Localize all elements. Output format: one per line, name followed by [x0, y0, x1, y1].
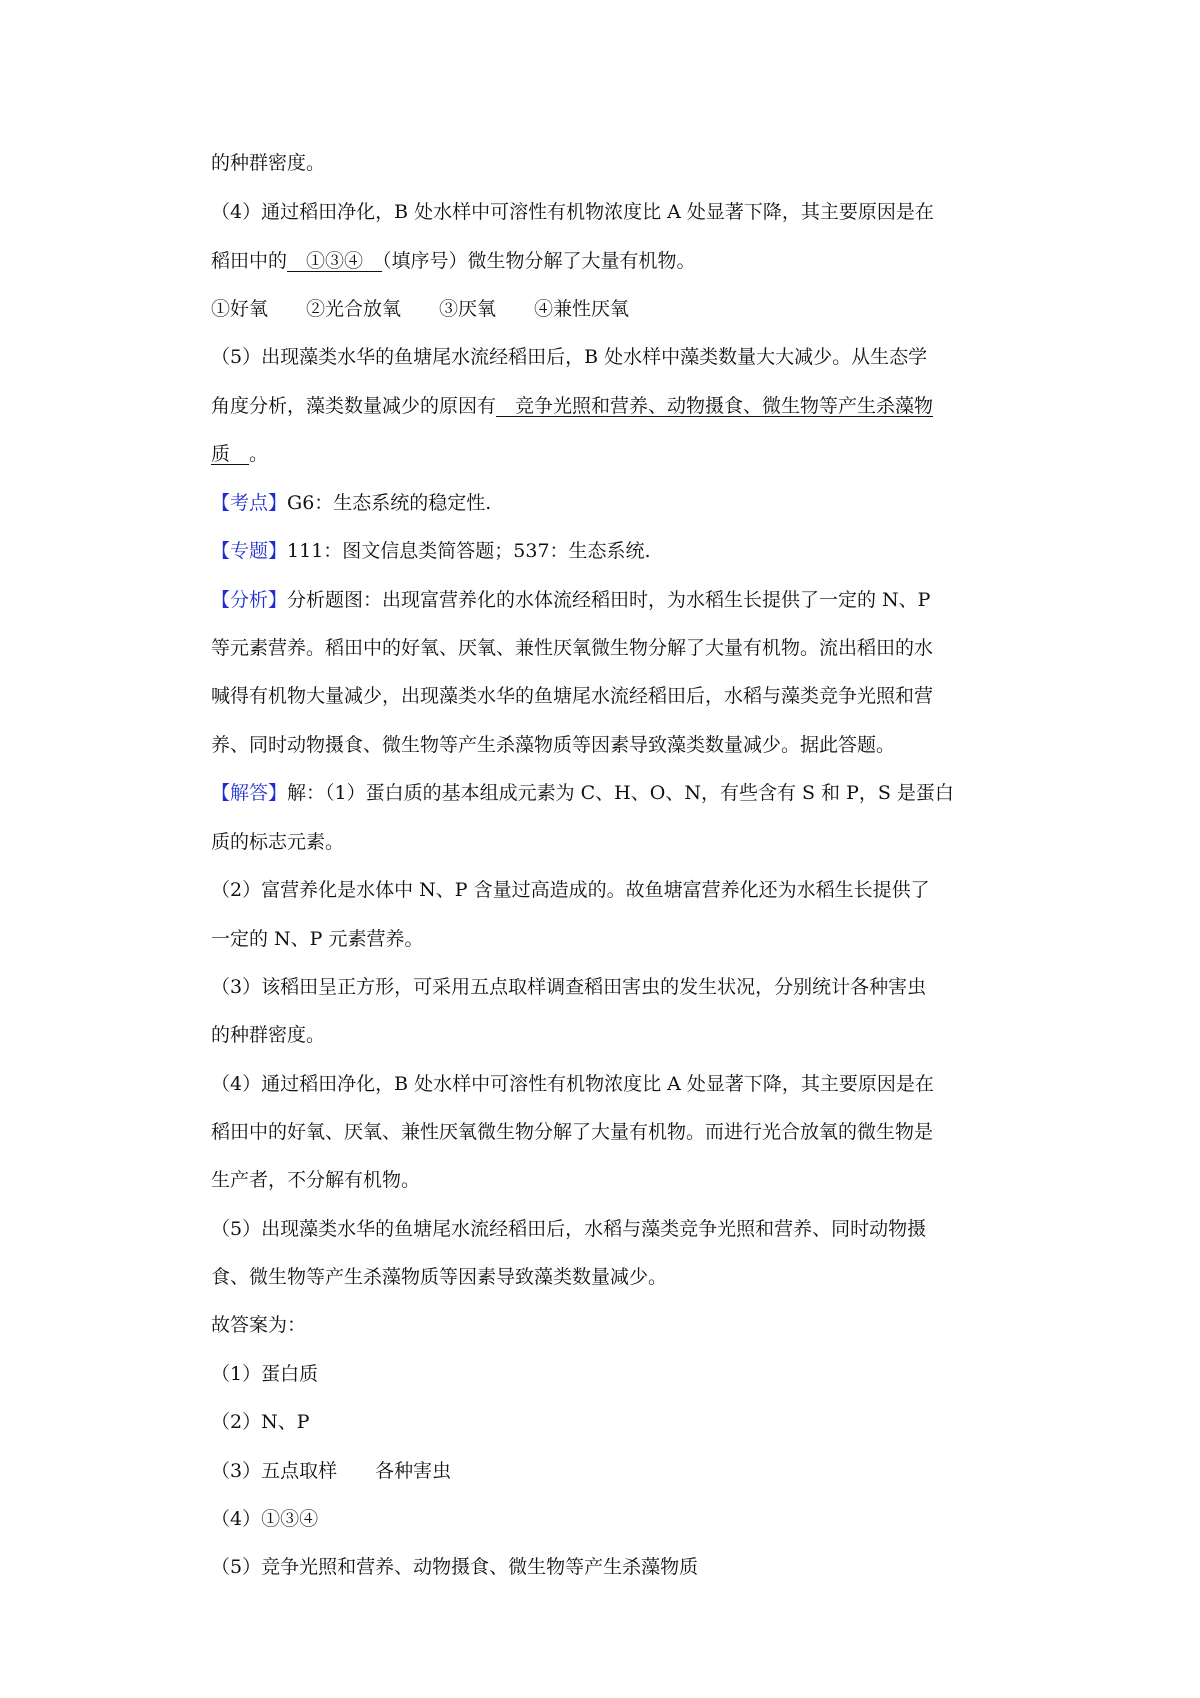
text-line: 生产者，不分解有机物。 — [211, 1169, 421, 1191]
text-line: （5）出现藻类水华的鱼塘尾水流经稻田后，B 处水样中藻类数量大大减少。从生态学 — [211, 346, 928, 368]
text-line: （4）通过稻田净化，B 处水样中可溶性有机物浓度比 A 处显著下降，其主要原因是在 — [211, 1073, 934, 1095]
answer-blank: 质 — [211, 443, 250, 465]
kaodian-tag: 【考点】 — [211, 492, 288, 514]
answer-blank: 竞争光照和营养、动物摄食、微生物等产生杀藻物 — [496, 395, 934, 417]
zhuanti-line — [211, 538, 651, 564]
text-line: 的种群密度。 — [211, 152, 326, 174]
text-line: 稻田中的好氧、厌氧、兼性厌氧微生物分解了大量有机物。而进行光合放氧的微生物是 — [211, 1121, 934, 1143]
text-line: 质的标志元素。 — [211, 831, 345, 853]
text-line — [211, 248, 696, 274]
text-line: 养、同时动物摄食、微生物等产生杀藻物质等因素导致藻类数量减少。据此答题。 — [211, 734, 896, 756]
zhuanti-text: 111：图文信息类简答题；537：生态系统. — [287, 540, 651, 562]
text-line: 喊得有机物大量减少，出现藻类水华的鱼塘尾水流经稻田后，水稻与藻类竞争光照和营 — [211, 685, 934, 707]
answer-line: （1）蛋白质 — [211, 1363, 319, 1385]
text-segment: 。 — [249, 443, 269, 465]
answer-line: （5）竞争光照和营养、动物摄食、微生物等产生杀藻物质 — [211, 1556, 699, 1578]
answer-line: （2）N、P — [211, 1411, 310, 1433]
answer-line: （4）①③④ — [211, 1508, 319, 1530]
text-line: 等元素营养。稻田中的好氧、厌氧、兼性厌氧微生物分解了大量有机物。流出稻田的水 — [211, 637, 934, 659]
text-line: （5）出现藻类水华的鱼塘尾水流经稻田后，水稻与藻类竞争光照和营养、同时动物摄 — [211, 1218, 927, 1240]
zhuanti-tag: 【专题】 — [211, 540, 288, 562]
text-segment: 稻田中的 — [211, 250, 288, 272]
text-line — [211, 441, 268, 467]
jieda-tag: 【解答】 — [211, 782, 288, 804]
fenxi-line — [211, 587, 930, 613]
text-line: 的种群密度。 — [211, 1024, 326, 1046]
options-line: ①好氧 ②光合放氧 ③厌氧 ④兼性厌氧 — [211, 298, 630, 320]
text-line — [211, 393, 933, 419]
text-segment: （填序号）微生物分解了大量有机物。 — [382, 250, 696, 272]
text-line: 一定的 N、P 元素营养。 — [211, 928, 424, 950]
jieda-line — [211, 780, 954, 806]
fenxi-text: 分析题图：出现富营养化的水体流经稻田时，为水稻生长提供了一定的 N、P — [287, 589, 931, 611]
text-line: （4）通过稻田净化，B 处水样中可溶性有机物浓度比 A 处显著下降，其主要原因是在 — [211, 201, 934, 223]
kaodian-text: G6：生态系统的稳定性. — [287, 492, 492, 514]
text-line: 食、微生物等产生杀藻物质等因素导致藻类数量减少。 — [211, 1266, 668, 1288]
text-line: （2）富营养化是水体中 N、P 含量过高造成的。故鱼塘富营养化还为水稻生长提供了 — [211, 879, 930, 901]
text-segment: 角度分析，藻类数量减少的原因有 — [211, 395, 497, 417]
kaodian-line — [211, 490, 491, 516]
jieda-text: 解：（1）蛋白质的基本组成元素为 C、H、O、N，有些含有 S 和 P，S 是蛋白 — [287, 782, 954, 804]
answer-line: （3）五点取样 各种害虫 — [211, 1460, 452, 1482]
answers-heading: 故答案为： — [211, 1314, 307, 1336]
text-line: （3）该稻田呈正方形，可采用五点取样调查稻田害虫的发生状况，分别统计各种害虫 — [211, 976, 927, 998]
fenxi-tag: 【分析】 — [211, 589, 288, 611]
answer-blank: ①③④ — [287, 250, 383, 272]
